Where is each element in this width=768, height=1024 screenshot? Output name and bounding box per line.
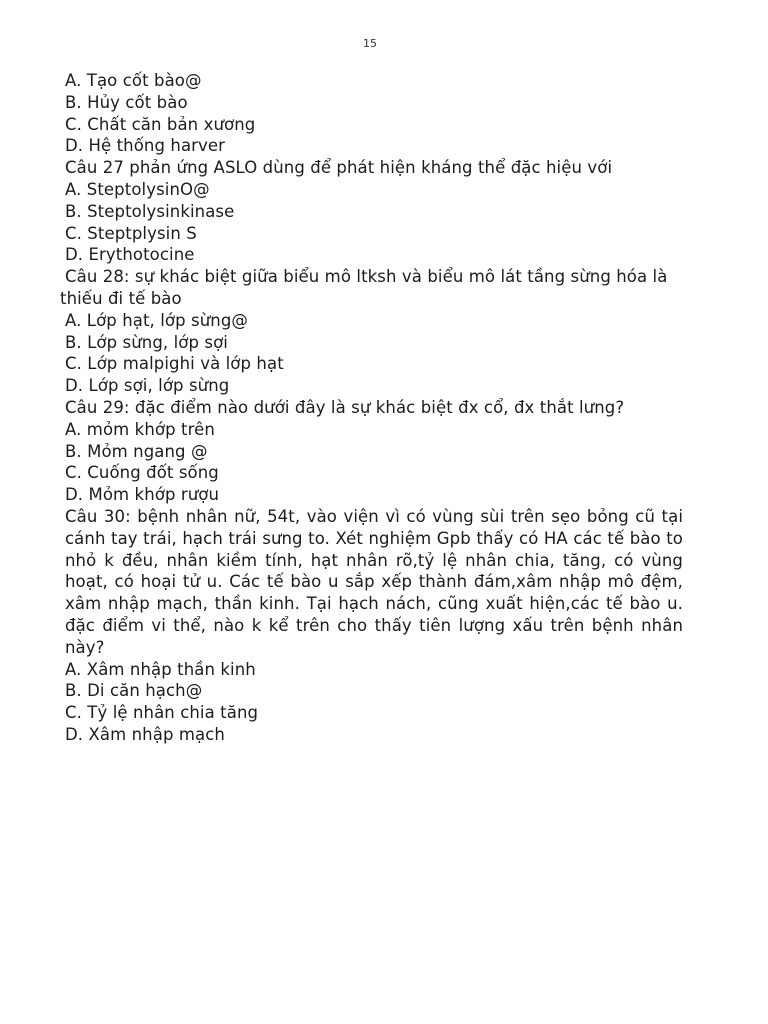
answer-option: B. Steptolysinkinase xyxy=(65,201,235,221)
question-28-line-2: thiếu đi tế bào xyxy=(60,288,182,308)
answer-option: C. Steptplysin S xyxy=(65,223,197,243)
answer-option: B. Hủy cốt bào xyxy=(65,92,188,112)
answer-option: A. mỏm khớp trên xyxy=(65,419,215,439)
question-29: Câu 29: đặc điểm nào dưới đây là sự khác biệt đx cổ, đx thắt lưng? xyxy=(65,397,625,417)
answer-option: D. Erythotocine xyxy=(65,245,195,265)
answer-option: B. Mỏm ngang @ xyxy=(65,441,208,461)
question-28-line-1: Câu 28: sự khác biệt giữa biểu mô ltksh và biểu mô lát tầng sừng hóa là xyxy=(65,267,668,287)
answer-option: D. Mỏm khớp rượu xyxy=(65,485,220,505)
answer-option: D. Lớp sợi, lớp sừng xyxy=(65,376,230,396)
answer-option: C. Lớp malpighi và lớp hạt xyxy=(65,354,284,374)
answer-option: B. Lớp sừng, lớp sợi xyxy=(65,332,228,352)
answer-option: C. Tỷ lệ nhân chia tăng xyxy=(65,703,259,723)
question-27: Câu 27 phản ứng ASLO dùng để phát hiện kháng thể đặc hiệu với xyxy=(65,158,613,178)
answer-option: B. Di căn hạch@ xyxy=(65,681,203,701)
document-body xyxy=(60,70,700,746)
page-number: 15 xyxy=(363,37,377,50)
answer-option: C. Chất căn bản xương xyxy=(65,114,256,134)
answer-option: A. SteptolysinO@ xyxy=(65,179,210,199)
question-30-paragraph: Câu 30: bệnh nhân nữ, 54t, vào viện vì có vùng sùi trên sẹo bỏng cũ tại cánh tay trái, hạch trái sưng to. Xét nghiệm Gpb thấy có HA các tế bào to nhỏ k đều, nhân kiềm tính, hạt nhân rõ,tỷ lệ nhân chia, tăng, có vùng hoạt, có hoại tử u. Các tế bào u sắp xếp thành đám,xâm nhập mô đệm, xâm nhập mạch, thần kinh. Tại hạch nách, cũng xuất hiện,các tế bào u. đặc điểm vi thể, nào k kể trên cho thấy tiên lượng xấu trên bệnh nhân này? xyxy=(65,506,683,657)
answer-option: D. Hệ thống harver xyxy=(65,136,226,156)
answer-option: C. Cuống đốt sống xyxy=(65,463,219,483)
answer-option: A. Lớp hạt, lớp sừng@ xyxy=(65,310,249,330)
answer-option: D. Xâm nhập mạch xyxy=(65,724,225,744)
answer-option: A. Xâm nhập thần kinh xyxy=(65,659,256,679)
answer-option: A. Tạo cốt bào@ xyxy=(65,71,202,90)
